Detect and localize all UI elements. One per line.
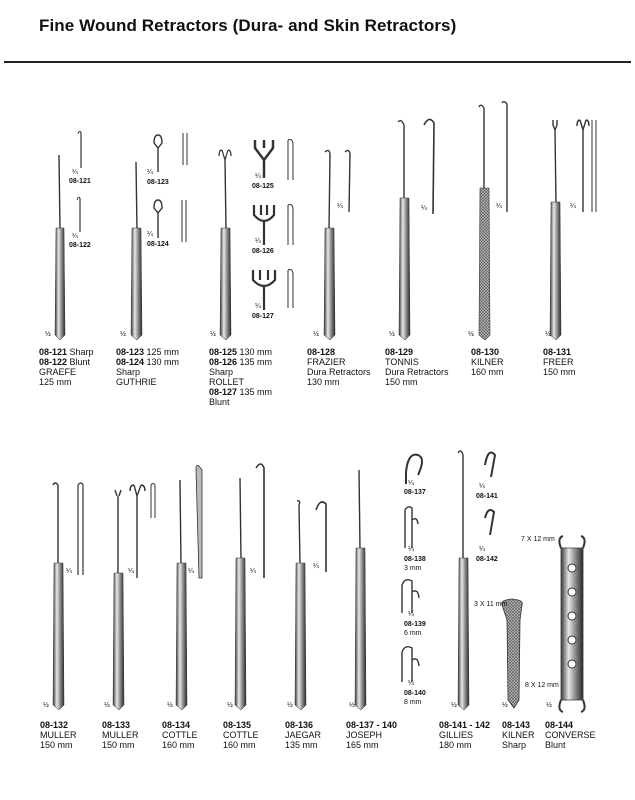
- scale-mark: ¼: [147, 169, 153, 176]
- tip-label: 08-127: [252, 313, 274, 320]
- caption-gillies: [439, 720, 490, 750]
- scale-mark: ¼: [72, 169, 78, 176]
- tip-label: 08-142: [476, 556, 498, 563]
- scale-mark: ¼: [250, 568, 256, 575]
- page-title: Fine Wound Retractors (Dura- and Skin Retractors): [39, 16, 457, 35]
- item-code: 08-123: [116, 347, 145, 357]
- item-variant: Sharp: [209, 367, 234, 377]
- scale-mark: ¼: [408, 546, 414, 553]
- instrument-freer: [550, 120, 596, 340]
- item-name: MULLER: [40, 730, 77, 740]
- item-variant: Blunt: [209, 397, 230, 407]
- instrument-cottle-135: [235, 464, 264, 710]
- item-name: KILNER: [471, 357, 504, 367]
- scale-mark: ¼: [408, 611, 414, 618]
- item-name: COTTLE: [162, 730, 198, 740]
- item-code: 08-121: [39, 347, 68, 357]
- scale-mark: ½: [210, 331, 216, 338]
- item-description: Dura Retractors: [307, 367, 371, 377]
- caption-tonnis: [385, 347, 449, 387]
- item-length: 160 mm: [471, 367, 504, 377]
- item-name: JAEGAR: [285, 730, 322, 740]
- scale-mark: ½: [43, 702, 49, 709]
- item-length: 160 mm: [223, 740, 256, 750]
- item-code: 08-126: [209, 357, 238, 367]
- caption-kilner: [471, 347, 504, 377]
- item-length: 180 mm: [439, 740, 472, 750]
- instrument-kilner-143: [502, 599, 523, 708]
- item-length: 130 mm: [144, 357, 180, 367]
- item-name: MULLER: [102, 730, 139, 740]
- scale-mark: ½: [120, 331, 126, 338]
- caption-freer: [543, 347, 576, 377]
- item-code: 08-136: [285, 720, 314, 730]
- item-name: CONVERSE: [545, 730, 596, 740]
- item-code: 08-131: [543, 347, 572, 357]
- instrument-converse: [559, 536, 584, 712]
- tip-size: 6 mm: [404, 630, 422, 637]
- item-name: FREER: [543, 357, 574, 367]
- item-code: 08-144: [545, 720, 574, 730]
- caption-joseph: [346, 720, 397, 750]
- instrument-tonnis: [398, 119, 434, 340]
- item-code: 08-135: [223, 720, 252, 730]
- item-variant: Sharp: [116, 367, 141, 377]
- item-name: GILLIES: [439, 730, 474, 740]
- caption-muller-133: [102, 720, 139, 750]
- tip-label: 08-122: [69, 242, 91, 249]
- item-length: 150 mm: [385, 377, 418, 387]
- item-code: 08-137 - 140: [346, 720, 398, 730]
- scale-mark: ¼: [337, 203, 343, 210]
- dimension-note: 7 X 12 mm: [521, 536, 555, 543]
- item-code: 08-141 - 142: [439, 720, 491, 730]
- item-variant: Blunt: [545, 740, 566, 750]
- scale-mark: ½: [45, 331, 51, 338]
- scale-mark: ¼: [421, 205, 427, 212]
- scale-mark: ¼: [147, 231, 153, 238]
- scale-mark: ¼: [408, 480, 414, 487]
- scale-mark: ¼: [479, 546, 485, 553]
- scale-mark: ¼: [128, 568, 134, 575]
- scale-mark: ½: [227, 702, 233, 709]
- item-name: COTTLE: [223, 730, 259, 740]
- scale-mark: ½: [104, 702, 110, 709]
- scale-mark: ½: [313, 331, 319, 338]
- tip-label: 08-123: [147, 179, 169, 186]
- scale-mark: ½: [451, 702, 457, 709]
- item-code: 08-129: [385, 347, 414, 357]
- scale-mark: ½: [546, 702, 552, 709]
- scale-mark: ¼: [255, 238, 261, 245]
- item-length: 135 mm: [237, 387, 273, 397]
- item-length: 130 mm: [307, 377, 340, 387]
- caption-cottle-134: [162, 720, 198, 750]
- dimension-note: 8 X 12 mm: [525, 682, 559, 689]
- tip-label: 08-139: [404, 621, 426, 628]
- item-code: 08-124: [116, 357, 145, 367]
- item-code: 08-130: [471, 347, 500, 357]
- scale-mark: ½: [389, 331, 395, 338]
- item-code: 08-133: [102, 720, 131, 730]
- item-name: KILNER: [502, 730, 535, 740]
- item-code: 08-143: [502, 720, 531, 730]
- item-code: 08-122: [39, 357, 68, 367]
- instrument-muller-132: [53, 483, 83, 710]
- tip-size: 8 mm: [404, 699, 422, 706]
- instrument-gillies: [458, 451, 495, 710]
- item-variant: Blunt: [67, 357, 91, 367]
- item-length: 150 mm: [543, 367, 576, 377]
- tip-label: 08-121: [69, 178, 91, 185]
- item-length: 125 mm: [39, 377, 72, 387]
- tip-label: 08-138: [404, 556, 426, 563]
- scale-mark: ¼: [255, 303, 261, 310]
- item-name: GUTHRIE: [116, 377, 157, 387]
- instrument-kilner: [479, 102, 507, 340]
- item-length: 135 mm: [285, 740, 318, 750]
- item-length: 150 mm: [40, 740, 73, 750]
- item-length: 160 mm: [162, 740, 195, 750]
- scale-mark: ¼: [496, 203, 502, 210]
- caption-frazier: [307, 347, 371, 387]
- tip-size: 3 mm: [404, 565, 422, 572]
- scale-mark: ½: [545, 331, 551, 338]
- item-length: 150 mm: [102, 740, 135, 750]
- instrument-frazier: [324, 150, 350, 340]
- item-name: TONNIS: [385, 357, 419, 367]
- scale-mark: ½: [349, 702, 355, 709]
- item-variant: Sharp: [67, 347, 94, 357]
- tip-label: 08-140: [404, 690, 426, 697]
- tip-label: 08-124: [147, 241, 169, 248]
- caption-graefe: [39, 347, 94, 387]
- item-length: 125 mm: [144, 347, 180, 357]
- scale-mark: ¼: [255, 173, 261, 180]
- scale-mark: ½: [502, 702, 508, 709]
- instrument-jaegar: [295, 501, 326, 710]
- scale-mark: ½: [167, 702, 173, 709]
- item-code: 08-132: [40, 720, 69, 730]
- scale-mark: ¼: [313, 563, 319, 570]
- caption-kilner-143: [502, 720, 535, 750]
- item-name: ROLLET: [209, 377, 245, 387]
- tip-label: 08-141: [476, 493, 498, 500]
- item-variant: Sharp: [502, 740, 527, 750]
- caption-converse: [545, 720, 596, 750]
- item-length: 130 mm: [237, 347, 273, 357]
- tip-label: 08-126: [252, 248, 274, 255]
- caption-rollet: [209, 347, 272, 407]
- item-length: 135 mm: [237, 357, 273, 367]
- scale-mark: ½: [287, 702, 293, 709]
- item-code: 08-127: [209, 387, 238, 397]
- caption-guthrie: [116, 347, 179, 387]
- item-name: GRAEFE: [39, 367, 77, 377]
- item-code: 08-134: [162, 720, 191, 730]
- tip-label: 08-137: [404, 489, 426, 496]
- scale-mark: ½: [468, 331, 474, 338]
- caption-cottle-135: [223, 720, 259, 750]
- item-code: 08-128: [307, 347, 336, 357]
- scale-mark: ¼: [479, 483, 485, 490]
- scale-mark: ¼: [188, 568, 194, 575]
- item-code: 08-125: [209, 347, 238, 357]
- scale-mark: ¼: [570, 203, 576, 210]
- dimension-note: 3 X 11 mm: [474, 601, 508, 608]
- caption-jaegar: [285, 720, 321, 750]
- instrument-cottle-134: [176, 465, 202, 710]
- item-name: FRAZIER: [307, 357, 346, 367]
- item-description: Dura Retractors: [385, 367, 449, 377]
- scale-mark: ¼: [72, 233, 78, 240]
- caption-muller-132: [40, 720, 77, 750]
- scale-mark: ¼: [408, 680, 414, 687]
- tip-label: 08-125: [252, 183, 274, 190]
- scale-mark: ¼: [66, 568, 72, 575]
- instrument-guthrie: [131, 133, 187, 340]
- instrument-muller-133: [113, 484, 155, 711]
- item-name: JOSEPH: [346, 730, 383, 740]
- item-length: 165 mm: [346, 740, 379, 750]
